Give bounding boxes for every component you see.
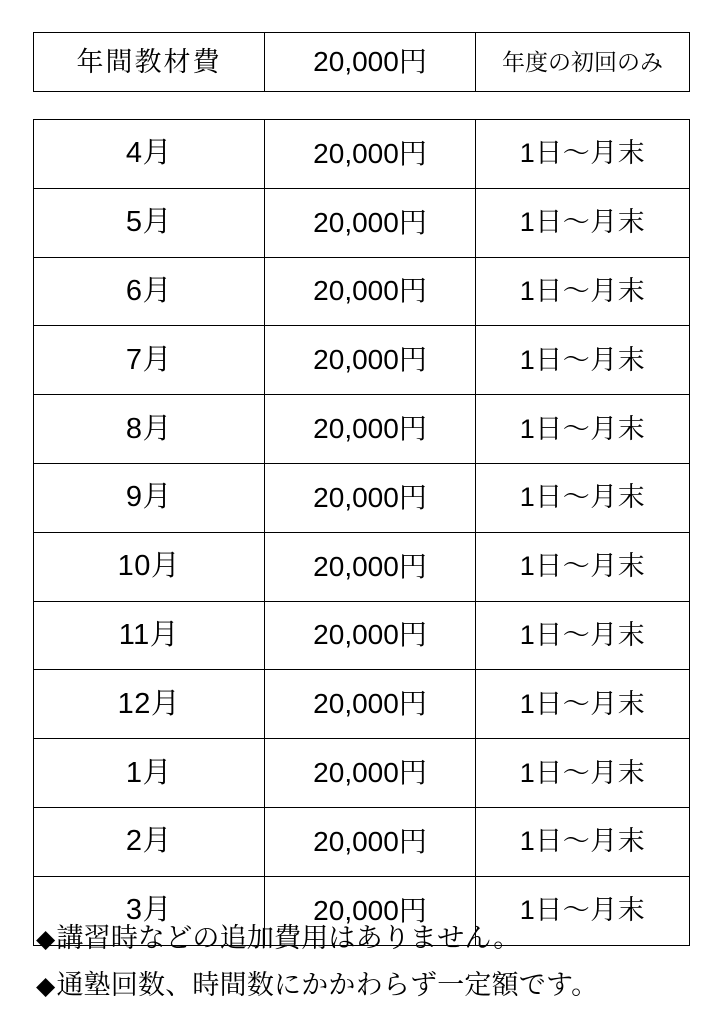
table-row [34,120,690,189]
table-row [34,395,690,464]
row-month: 10月 [34,532,265,601]
row-month: 11月 [34,601,265,670]
annual-material-fee-table [33,32,690,92]
row-month: 12月 [34,670,265,739]
row-amount: 20,000円 [265,739,476,808]
table-row [34,257,690,326]
row-amount: 20,000円 [265,120,476,189]
table-row [34,670,690,739]
row-month: 4月 [34,120,265,189]
annual-fee-amount: 20,000円 [265,33,476,92]
list-item [36,962,696,1009]
row-amount: 20,000円 [265,807,476,876]
row-note: 1日〜月末 [476,257,690,326]
row-note: 1日〜月末 [476,876,690,945]
diamond-bullet-icon: ◆ [36,925,56,953]
table-row [34,188,690,257]
table-row [34,463,690,532]
row-month: 6月 [34,257,265,326]
notes-list [36,915,696,1009]
row-month: 8月 [34,395,265,464]
row-note: 1日〜月末 [476,395,690,464]
row-note: 1日〜月末 [476,601,690,670]
row-amount: 20,000円 [265,876,476,945]
row-amount: 20,000円 [265,188,476,257]
table-row [34,326,690,395]
row-note: 1日〜月末 [476,807,690,876]
annual-fee-label: 年間教材費 [34,33,265,92]
note-text: 講習時などの追加費用はありません。 [56,923,521,953]
note-text: 通塾回数、時間数にかかわらず一定額です。 [56,970,599,1000]
list-item [36,915,696,962]
row-month: 9月 [34,463,265,532]
row-note: 1日〜月末 [476,463,690,532]
table-row [34,807,690,876]
row-note: 1日〜月末 [476,188,690,257]
row-note: 1日〜月末 [476,670,690,739]
row-month: 1月 [34,739,265,808]
annual-fee-note: 年度の初回のみ [476,33,690,92]
table-row [34,601,690,670]
row-amount: 20,000円 [265,601,476,670]
row-amount: 20,000円 [265,326,476,395]
row-amount: 20,000円 [265,670,476,739]
diamond-bullet-icon: ◆ [36,972,56,1000]
table-row [34,739,690,808]
row-amount: 20,000円 [265,532,476,601]
row-note: 1日〜月末 [476,326,690,395]
row-month: 2月 [34,807,265,876]
table-row [34,33,690,92]
row-month: 3月 [34,876,265,945]
row-amount: 20,000円 [265,463,476,532]
row-amount: 20,000円 [265,395,476,464]
table-row [34,532,690,601]
row-month: 5月 [34,188,265,257]
monthly-fee-table [33,119,690,946]
row-note: 1日〜月末 [476,532,690,601]
row-amount: 20,000円 [265,257,476,326]
row-note: 1日〜月末 [476,120,690,189]
row-month: 7月 [34,326,265,395]
row-note: 1日〜月末 [476,739,690,808]
